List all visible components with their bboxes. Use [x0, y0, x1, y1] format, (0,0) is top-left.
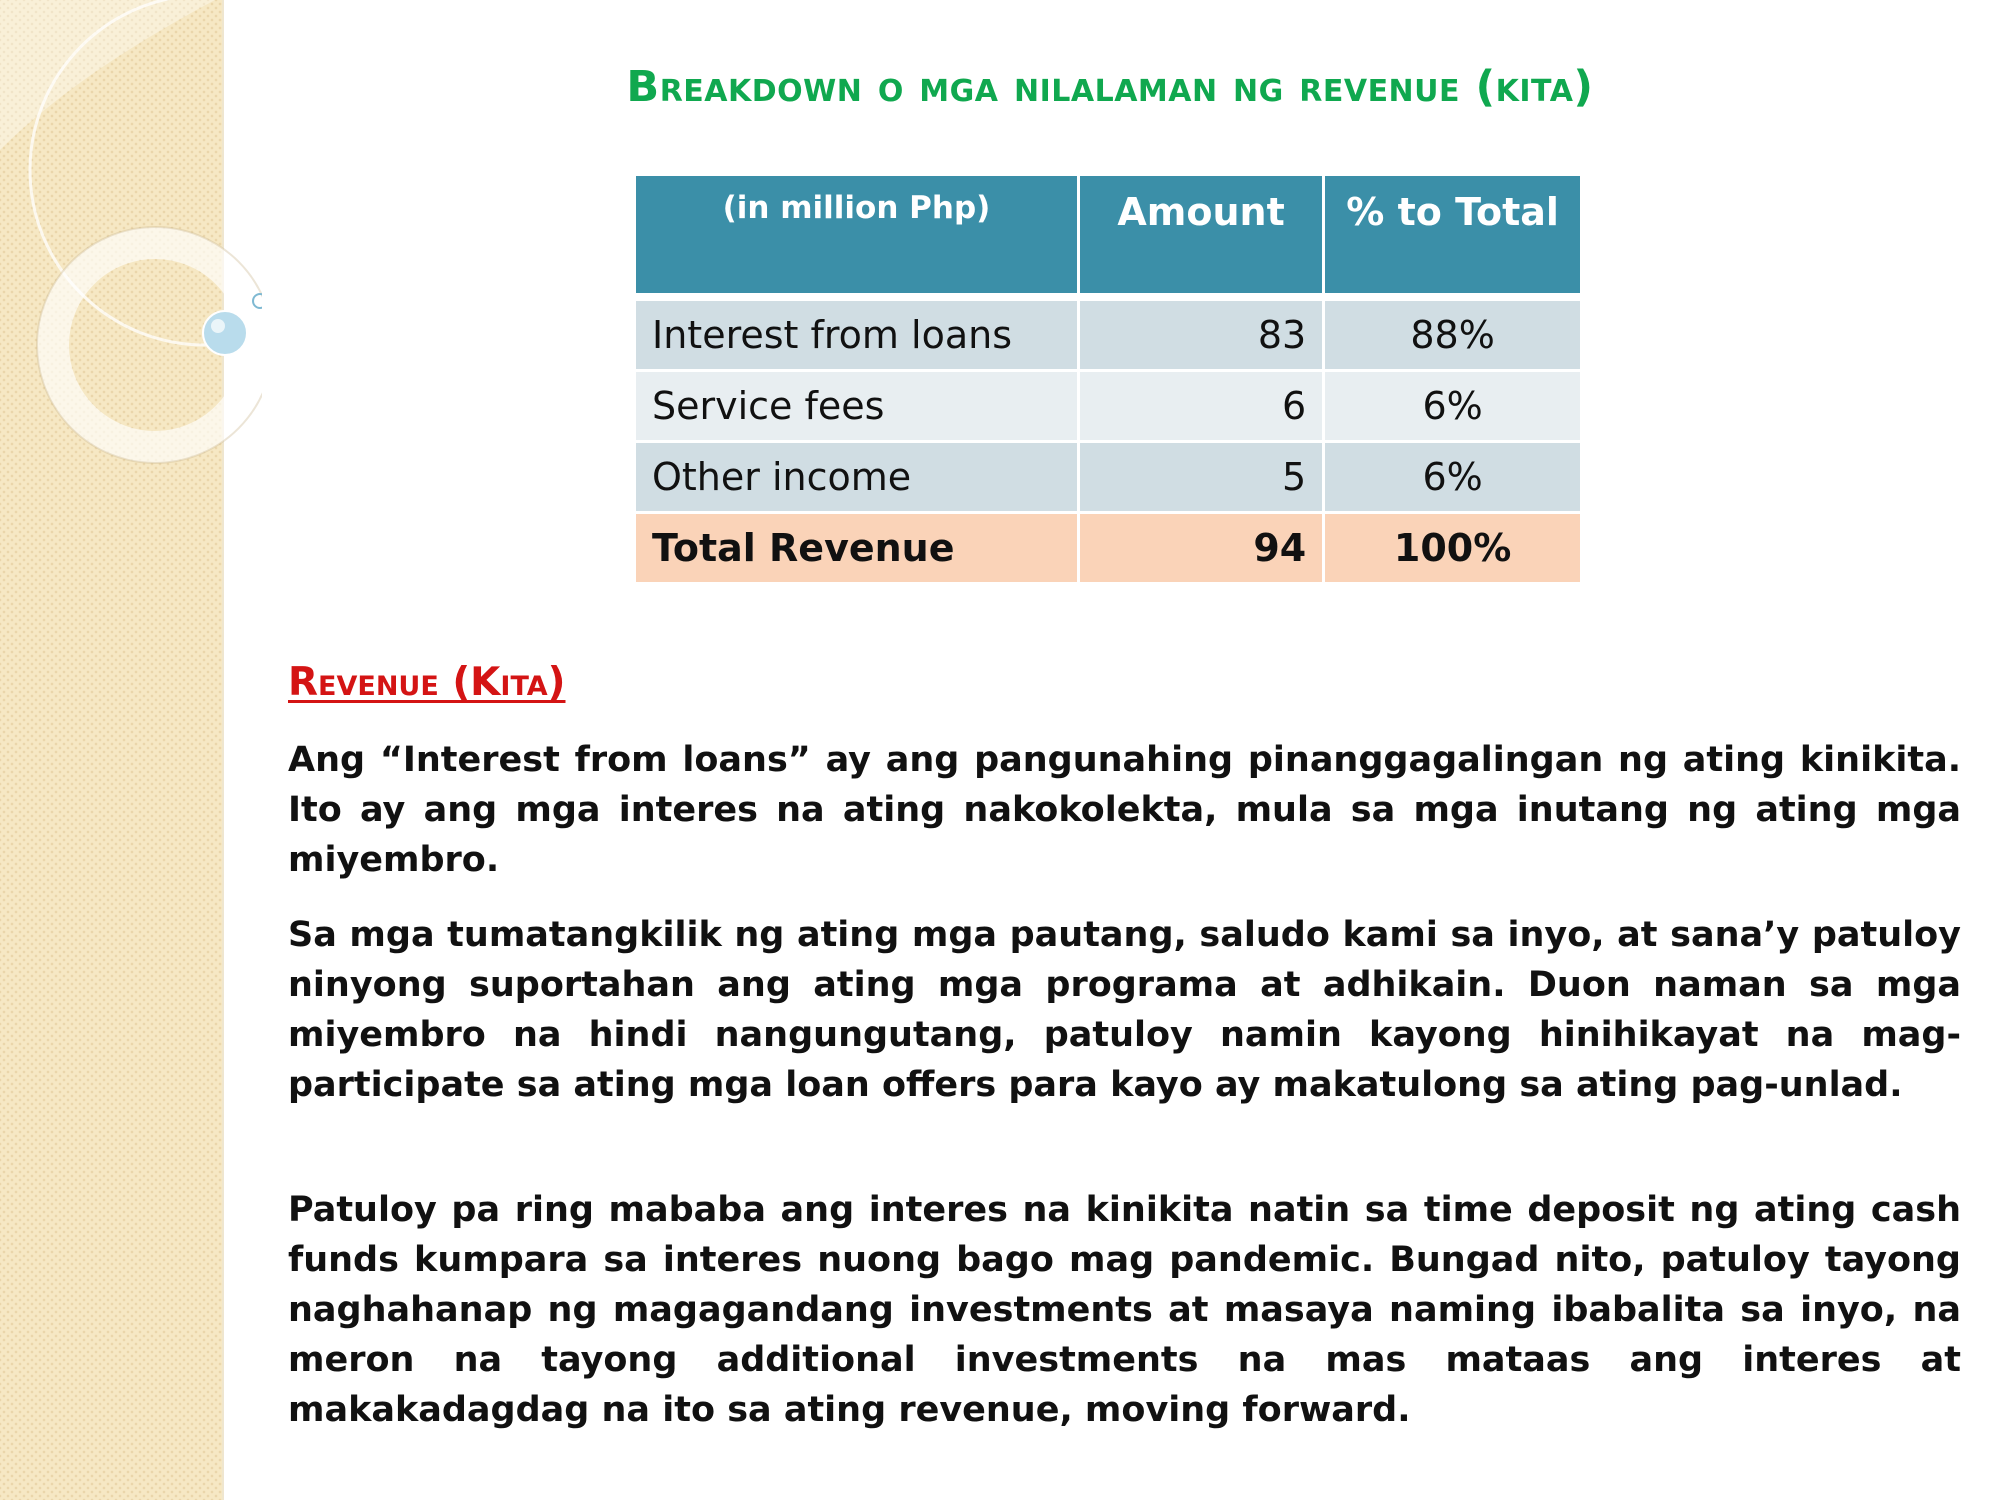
decorative-circles-graphic: [0, 0, 262, 520]
header-percent: % to Total: [1325, 176, 1580, 293]
table-total-row: [636, 514, 1580, 582]
row-label: Other income: [636, 443, 1077, 511]
row-label: Interest from loans: [636, 301, 1077, 369]
table-row: [636, 443, 1580, 511]
row-percent: 6%: [1325, 443, 1580, 511]
header-amount: Amount: [1080, 176, 1322, 293]
table-row: [636, 372, 1580, 440]
row-label: Service fees: [636, 372, 1077, 440]
row-percent: 6%: [1325, 372, 1580, 440]
total-amount: 94: [1080, 514, 1322, 582]
row-percent: 88%: [1325, 301, 1580, 369]
revenue-breakdown-table: [633, 173, 1583, 585]
decorative-sidebar: [0, 0, 224, 1500]
paragraph-investments: Patuloy pa ring mababa ang interes na kinikita natin sa time deposit ng ating cash funds kumpara sa interes nuong bago mag pandemic. Bungad nito, patuloy tayong naghahanap ng magagandang investments at masaya naming ibabalita sa inyo, na meron na tayong additional investments na mas mataas ang interes at makakadagdag na ito sa ating revenue, moving forward.: [288, 1190, 1961, 1430]
paragraph-interest-loans: Ang “Interest from loans” ay ang pangunahing pinanggagalingan ng ating kinikita. Ito ay ang mga interes na ating nakokolekta, mula sa mga inutang ng ating mga miyembro.: [288, 740, 1961, 880]
slide-title: Breakdown o mga nilalaman ng revenue (kita): [626, 62, 1594, 112]
total-percent: 100%: [1325, 514, 1580, 582]
total-label: Total Revenue: [636, 514, 1077, 582]
row-amount: 5: [1080, 443, 1322, 511]
row-amount: 83: [1080, 301, 1322, 369]
row-amount: 6: [1080, 372, 1322, 440]
header-unit: (in million Php): [636, 176, 1077, 293]
section-heading: Revenue (Kita): [288, 660, 566, 705]
paragraph-members-support: Sa mga tumatangkilik ng ating mga pautang, saludo kami sa inyo, at sana’y patuloy ninyong suportahan ang ating mga programa at adhikain. Duon naman sa mga miyembro na hindi nangungutang, patuloy namin kayong hinihikayat na mag-participate sa ating mga loan offers para kayo ay makatulong sa ating pag-unlad.: [288, 915, 1961, 1105]
table-header-row: [636, 176, 1580, 293]
table-row: [636, 301, 1580, 369]
